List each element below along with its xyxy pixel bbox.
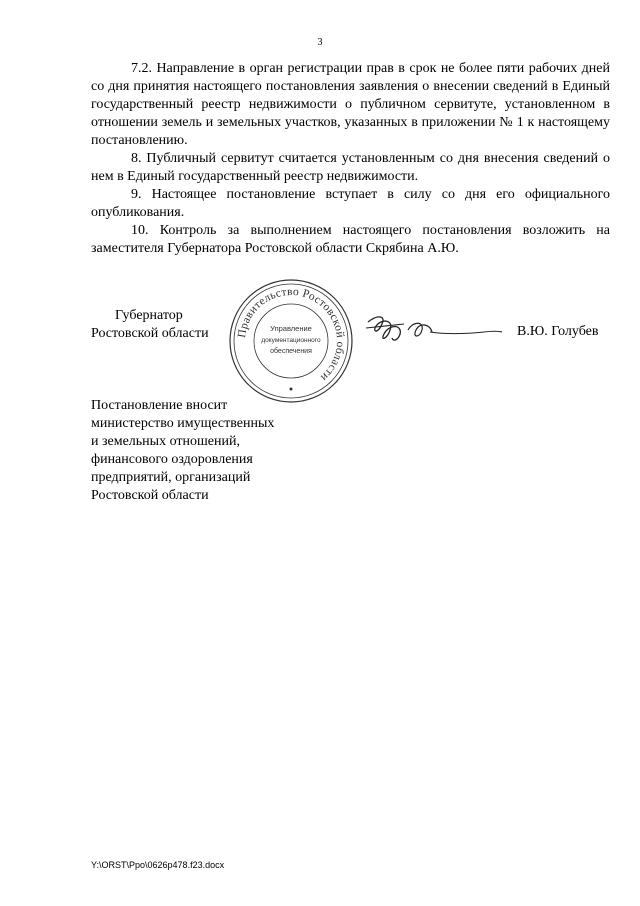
- introduced-by-line: финансового оздоровления: [91, 452, 253, 467]
- footer-file-path: Y:\ORST\Ppo\0626p478.f23.docx: [91, 860, 225, 870]
- introduced-by-block: [91, 397, 321, 505]
- handwritten-signature: [364, 312, 514, 352]
- page-number: 3: [317, 37, 323, 48]
- svg-text:Правительство Ростовской облас: [236, 286, 346, 384]
- stamp-ring-text: Правительство Ростовской области: [235, 285, 347, 384]
- introduced-by-line: министерство имущественных: [91, 416, 275, 431]
- signatory-title: [91, 307, 221, 343]
- introduced-by-line: предприятий, организаций: [91, 470, 251, 485]
- signatory-title-line2: Ростовской области: [91, 326, 209, 341]
- introduced-by-line: Постановление вносит: [91, 398, 228, 413]
- paragraph-7-2: 7.2. Направление в орган регистрации прав в срок не более пяти рабочих дней со дня принятия настоящего постановления заявления о внесении сведений в Единый государственный реестр недвижимости о публичном сервитуте, установленном в отношении земель и земельных участков, указанных в приложении № 1 к настоящему постановлению.: [91, 61, 610, 148]
- signatory-name: В.Ю. Голубев: [517, 324, 599, 339]
- official-stamp: [228, 278, 354, 404]
- introduced-by-line: Ростовской области: [91, 488, 209, 503]
- document-body: [91, 60, 610, 258]
- introduced-by-line: и земельных отношений,: [91, 434, 240, 449]
- stamp-inner-line1: Управление: [270, 324, 312, 333]
- paragraph-9: 9. Настоящее постановление вступает в силу со дня его официального опубликования.: [91, 187, 610, 220]
- paragraph-8: 8. Публичный сервитут считается установленным со дня внесения сведений о нем в Единый государственный реестр недвижимости.: [91, 151, 610, 184]
- signatory-title-line1: Губернатор: [115, 308, 183, 323]
- stamp-inner-line2: документационного: [261, 337, 321, 344]
- paragraph-10: 10. Контроль за выполнением настоящего постановления возложить на заместителя Губернатора Ростовской области Скрябина А.Ю.: [91, 223, 610, 256]
- stamp-inner-line3: обеспечения: [270, 348, 312, 355]
